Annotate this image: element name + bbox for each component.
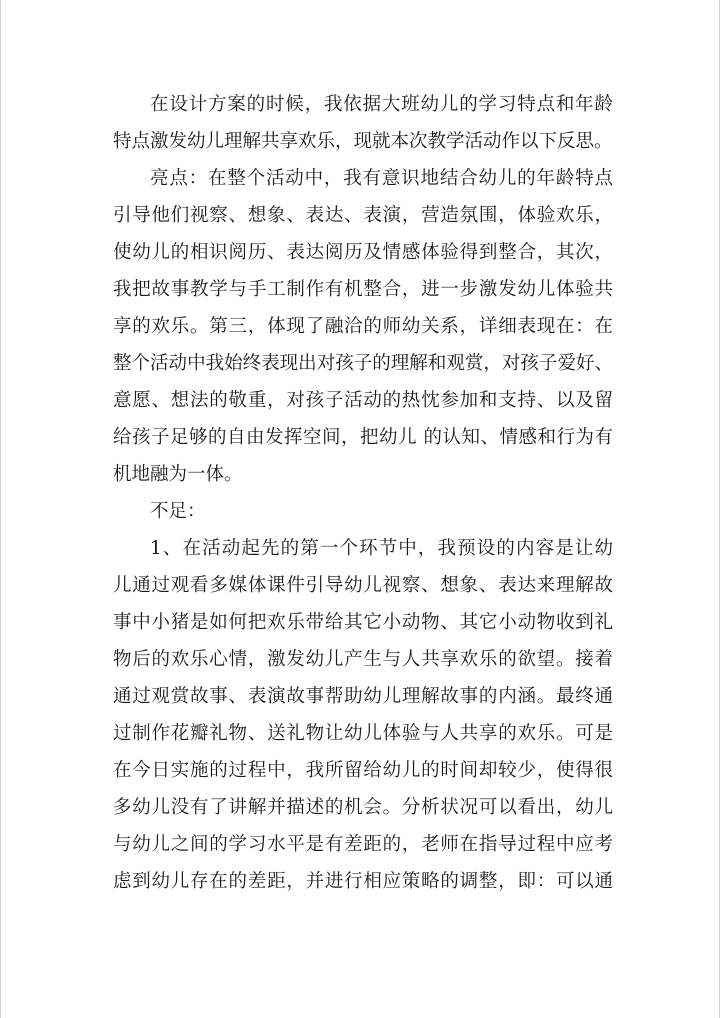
text-line: 亮点：在整个活动中，我有意识地结合幼儿的年龄特点 xyxy=(150,168,613,189)
text-line: 事中小猪是如何把欢乐带给其它小动物、其它小动物收到礼 xyxy=(113,612,613,633)
text-line: 享的欢乐。第三，体现了融洽的师幼关系，详细表现在：在 xyxy=(113,316,613,337)
text-line: 1、在活动起先的第一个环节中，我预设的内容是让幼 xyxy=(150,538,613,559)
text-line: 我把故事教学与手工制作有机整合，进一步激发幼儿体验共 xyxy=(113,279,613,300)
text-line: 引导他们视察、想象、表达、表演，营造氛围，体验欢乐， xyxy=(113,205,613,226)
text-line: 物后的欢乐心情，激发幼儿产生与人共享欢乐的欲望。接着 xyxy=(113,649,613,670)
text-line: 整个活动中我始终表现出对孩子的理解和观赏，对孩子爱好、 xyxy=(113,353,613,374)
text-line: 特点激发幼儿理解共享欢乐，现就本次教学活动作以下反思。 xyxy=(113,131,613,152)
text-line: 机地融为一体。 xyxy=(113,464,243,485)
text-line: 在设计方案的时候，我依据大班幼儿的学习特点和年龄 xyxy=(150,94,613,115)
paragraph xyxy=(113,160,613,493)
text-line: 过制作花瓣礼物、送礼物让幼儿体验与人共享的欢乐。可是 xyxy=(113,723,613,744)
document-body xyxy=(113,86,613,900)
paragraph xyxy=(113,493,613,530)
text-line: 不足： xyxy=(150,501,206,522)
text-line: 给孩子足够的自由发挥空间，把幼儿 的认知、情感和行为有 xyxy=(113,427,613,448)
text-line: 意愿、想法的敬重，对孩子活动的热忱参加和支持、以及留 xyxy=(113,390,613,411)
text-line: 与幼儿之间的学习水平是有差距的，老师在指导过程中应考 xyxy=(113,834,613,855)
paragraph xyxy=(113,86,613,160)
text-line: 通过观赏故事、表演故事帮助幼儿理解故事的内涵。最终通 xyxy=(113,686,613,707)
text-line: 儿通过观看多媒体课件引导幼儿视察、想象、表达来理解故 xyxy=(113,575,613,596)
text-line: 在今日实施的过程中，我所留给幼儿的时间却较少，使得很 xyxy=(113,760,613,781)
paragraph xyxy=(113,530,613,900)
text-line: 多幼儿没有了讲解并描述的机会。分析状况可以看出，幼儿 xyxy=(113,797,613,818)
text-line: 虑到幼儿存在的差距，并进行相应策略的调整，即：可以通 xyxy=(113,871,613,892)
text-line: 使幼儿的相识阅历、表达阅历及情感体验得到整合，其次， xyxy=(113,242,613,263)
